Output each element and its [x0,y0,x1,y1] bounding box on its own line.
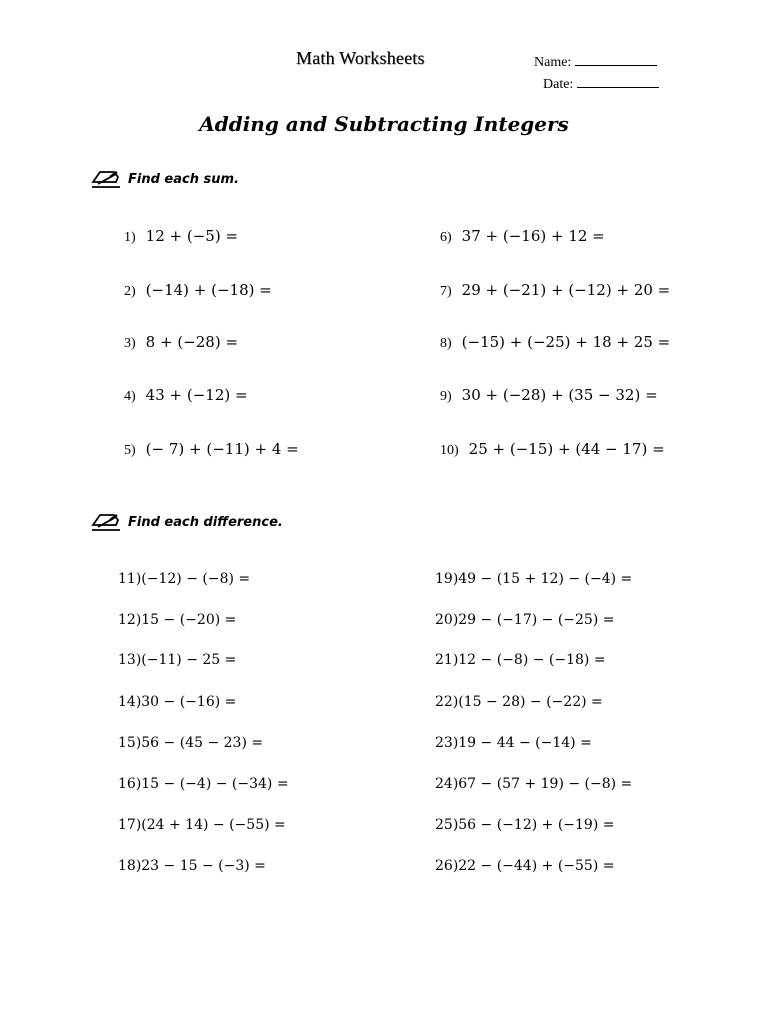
diff-problem-18: 18)23 − 15 − (−3) = [118,858,266,874]
diff-problem-24: 24)67 − (57 + 19) − (−8) = [435,776,633,792]
name-label: Name: [534,55,572,70]
sum-problem-6: 6) 37 + (−16) + 12 = [440,227,605,245]
sum-problem-2: 2) (−14) + (−18) = [124,281,272,299]
sum-problem-5: 5) (− 7) + (−11) + 4 = [124,440,299,458]
sum-problem-8: 8) (−15) + (−25) + 18 + 25 = [440,333,671,351]
diff-problem-17: 17)(24 + 14) − (−55) = [118,817,286,833]
worksheet-title: Adding and Subtracting Integers [199,112,569,136]
pencil-icon [90,511,122,533]
sum-problem-4: 4) 43 + (−12) = [124,386,248,404]
diff-problem-19: 19)49 − (15 + 12) − (−4) = [435,571,633,587]
date-label: Date: [543,77,574,92]
diff-problem-16: 16)15 − (−4) − (−34) = [118,776,289,792]
sum-problem-10: 10) 25 + (−15) + (44 − 17) = [440,440,665,458]
sum-problem-9: 9) 30 + (−28) + (35 − 32) = [440,386,658,404]
diff-problem-13: 13)(−11) − 25 = [118,652,237,668]
diff-problem-23: 23)19 − 44 − (−14) = [435,735,592,751]
section-diff-label: Find each difference. [128,514,283,530]
sum-problem-3: 3) 8 + (−28) = [124,333,239,351]
date-field[interactable] [543,75,659,93]
diff-problem-26: 26)22 − (−44) + (−55) = [435,858,615,874]
diff-problem-20: 20)29 − (−17) − (−25) = [435,612,615,628]
section-diff-heading [90,511,283,533]
name-field[interactable] [534,53,657,71]
diff-problem-15: 15)56 − (45 − 23) = [118,735,264,751]
section-sum-label: Find each sum. [128,171,239,187]
date-blank-line[interactable] [577,75,659,88]
diff-problem-12: 12)15 − (−20) = [118,612,237,628]
sum-problem-7: 7) 29 + (−21) + (−12) + 20 = [440,281,671,299]
diff-problem-25: 25)56 − (−12) + (−19) = [435,817,615,833]
section-sum-heading [90,168,239,190]
diff-problem-14: 14)30 − (−16) = [118,694,237,710]
name-blank-line[interactable] [575,53,657,66]
diff-problem-22: 22)(15 − 28) − (−22) = [435,694,603,710]
pencil-icon [90,168,122,190]
header-title: Math Worksheets [296,48,425,68]
diff-problem-21: 21)12 − (−8) − (−18) = [435,652,606,668]
sum-problem-1: 1) 12 + (−5) = [124,227,239,245]
diff-problem-11: 11)(−12) − (−8) = [118,571,251,587]
